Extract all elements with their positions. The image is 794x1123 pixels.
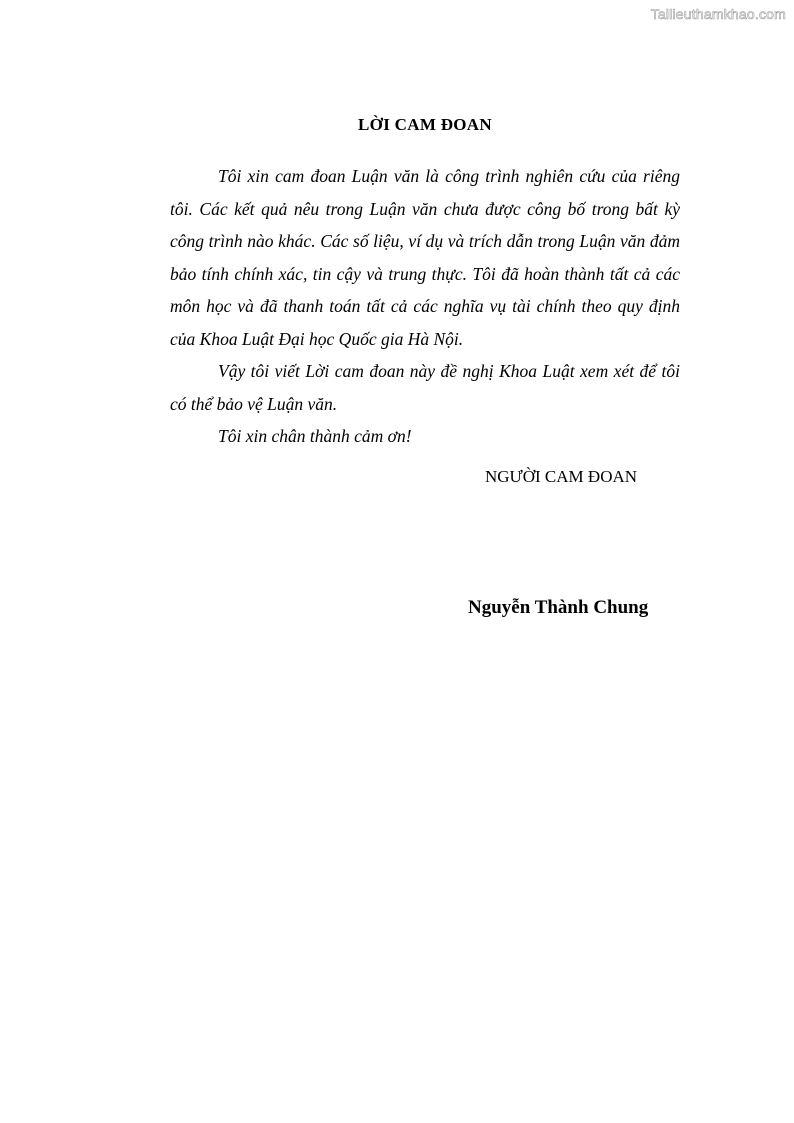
paragraph-declaration: Tôi xin cam đoan Luận văn là công trình nghiên cứu của riêng tôi. Các kết quả nêu trong Luận văn chưa được công bố trong bất kỳ công trình nào khác. Các số liệu, ví dụ và trích dẫn trong Luận văn đảm bảo tính chính xác, tin cậy và trung thực. Tôi đã hoàn thành tất cả các môn học và đã thanh toán tất cả các nghĩa vụ tài chính theo quy định của Khoa Luật Đại học Quốc gia Hà Nội.: [170, 166, 680, 349]
signer-role: NGƯỜI CAM ĐOAN: [485, 467, 638, 486]
signer-name: Nguyễn Thành Chung: [468, 597, 649, 618]
declaration-body: [170, 160, 680, 453]
page-title: LỜI CAM ĐOAN: [358, 115, 492, 134]
paragraph-request: Vậy tôi viết Lời cam đoan này đề nghị Khoa Luật xem xét để tôi có thể bảo vệ Luận văn.: [170, 361, 680, 414]
paragraph-thanks: Tôi xin chân thành cảm ơn!: [218, 426, 412, 446]
watermark: Tailieuthamkhao.com: [650, 6, 786, 22]
